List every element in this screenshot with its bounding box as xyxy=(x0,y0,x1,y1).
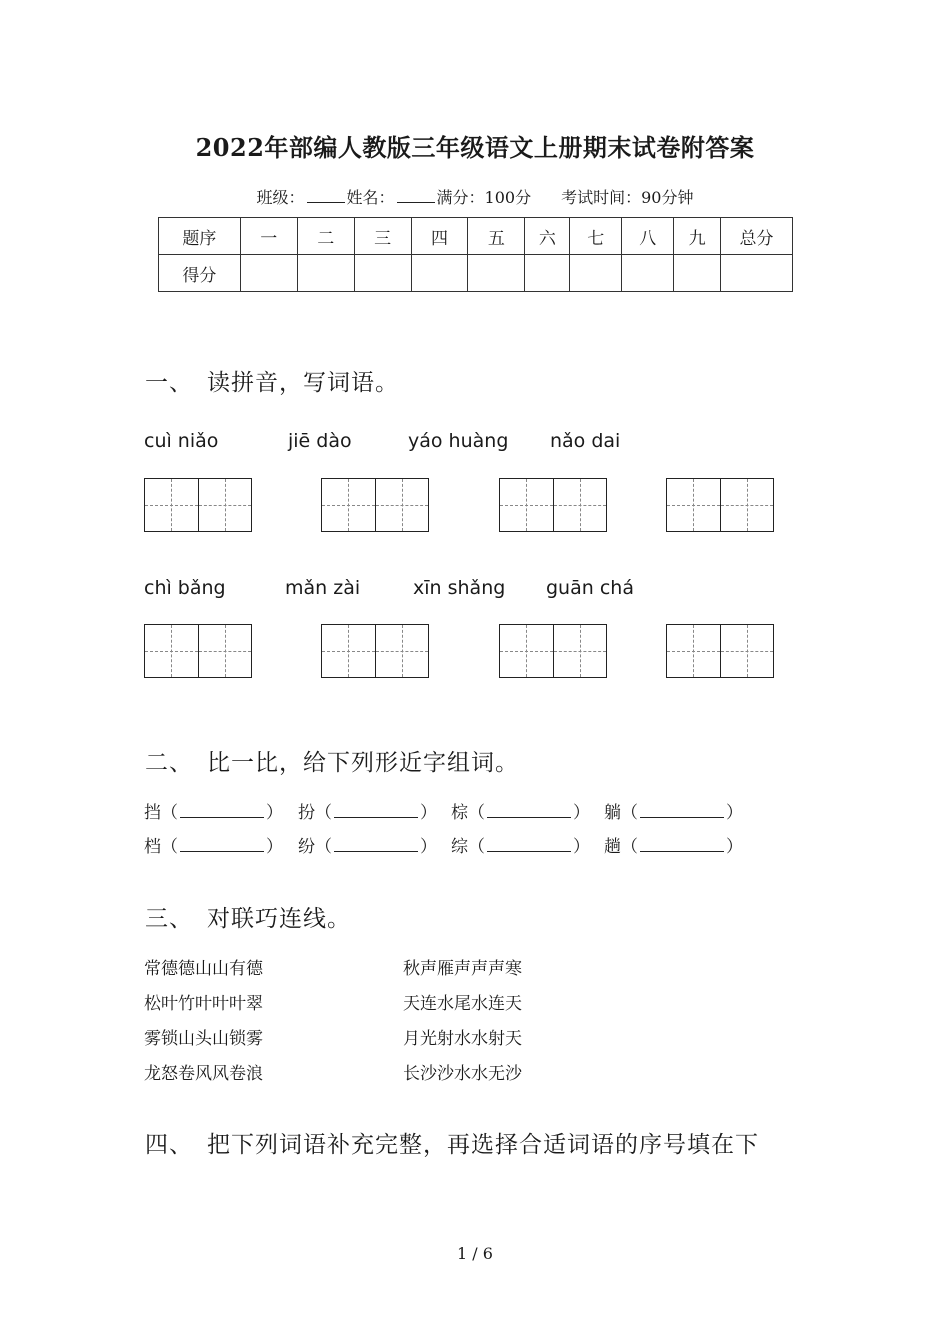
table-header: 四 xyxy=(411,218,468,255)
score-header-row xyxy=(159,218,793,255)
writing-grid[interactable] xyxy=(321,478,429,532)
pinyin: guān chá xyxy=(546,577,634,599)
score-cell[interactable] xyxy=(721,255,793,292)
answer-blank[interactable] xyxy=(334,837,418,852)
name-label: 姓名： xyxy=(346,188,395,207)
compare-item: 综（ ） xyxy=(451,837,590,857)
pinyin: jiē dào xyxy=(288,430,352,452)
compare-item: 挡（ ） xyxy=(144,803,283,823)
compare-item: 趟（ ） xyxy=(604,837,743,857)
section-1-heading: 一、 读拼音，写词语。 xyxy=(145,370,399,396)
section-3-heading: 三、 对联巧连线。 xyxy=(145,906,351,932)
compare-item: 扮（ ） xyxy=(298,803,437,823)
table-header: 题序 xyxy=(159,218,241,255)
exam-time: 考试时间：90分钟 xyxy=(561,188,694,207)
writing-grid[interactable] xyxy=(144,478,252,532)
score-cell[interactable] xyxy=(411,255,468,292)
table-header: 八 xyxy=(622,218,674,255)
pinyin: chì bǎng xyxy=(144,577,226,599)
couplet-right[interactable]: 月光射水水射天 xyxy=(403,1029,522,1049)
score-cell[interactable] xyxy=(240,255,297,292)
answer-blank[interactable] xyxy=(180,803,264,818)
answer-blank[interactable] xyxy=(487,803,571,818)
couplet-left[interactable]: 龙怒卷风风卷浪 xyxy=(144,1064,263,1084)
compare-item: 棕（ ） xyxy=(451,803,590,823)
section-2-heading: 二、 比一比，给下列形近字组词。 xyxy=(145,750,519,776)
pinyin: cuì niǎo xyxy=(144,430,219,452)
class-label: 班级： xyxy=(256,188,305,207)
score-cell[interactable] xyxy=(570,255,622,292)
table-header: 一 xyxy=(240,218,297,255)
table-header: 二 xyxy=(297,218,354,255)
writing-grid[interactable] xyxy=(666,624,774,678)
pinyin: xīn shǎng xyxy=(413,577,506,599)
score-row xyxy=(159,255,793,292)
compare-item: 档（ ） xyxy=(144,837,283,857)
table-header: 七 xyxy=(570,218,622,255)
compare-item: 纷（ ） xyxy=(298,837,437,857)
answer-blank[interactable] xyxy=(640,803,724,818)
score-cell[interactable] xyxy=(525,255,570,292)
score-cell[interactable] xyxy=(354,255,411,292)
writing-grid[interactable] xyxy=(321,624,429,678)
full-score: 满分：100分 xyxy=(436,188,532,207)
table-header: 九 xyxy=(674,218,721,255)
couplet-left[interactable]: 常德德山山有德 xyxy=(144,959,263,979)
score-cell[interactable] xyxy=(622,255,674,292)
writing-grid[interactable] xyxy=(499,624,607,678)
name-blank[interactable] xyxy=(397,188,435,203)
couplet-left[interactable]: 雾锁山头山锁雾 xyxy=(144,1029,263,1049)
table-header: 六 xyxy=(525,218,570,255)
writing-grid[interactable] xyxy=(499,478,607,532)
score-cell[interactable] xyxy=(297,255,354,292)
writing-grid[interactable] xyxy=(144,624,252,678)
couplet-right[interactable]: 长沙沙水水无沙 xyxy=(403,1064,522,1084)
class-blank[interactable] xyxy=(307,188,345,203)
pinyin: mǎn zài xyxy=(285,577,361,599)
score-cell[interactable] xyxy=(674,255,721,292)
score-row-label: 得分 xyxy=(159,255,241,292)
table-header: 总分 xyxy=(721,218,793,255)
section-4-heading: 四、 把下列词语补充完整，再选择合适词语的序号填在下 xyxy=(145,1132,759,1158)
answer-blank[interactable] xyxy=(640,837,724,852)
score-cell[interactable] xyxy=(468,255,525,292)
writing-grid[interactable] xyxy=(666,478,774,532)
exam-info xyxy=(0,185,950,208)
couplet-right[interactable]: 秋声雁声声声寒 xyxy=(403,959,522,979)
table-header: 五 xyxy=(468,218,525,255)
pinyin: nǎo dai xyxy=(550,430,621,452)
answer-blank[interactable] xyxy=(334,803,418,818)
pinyin: yáo huàng xyxy=(408,430,509,452)
couplet-right[interactable]: 天连水尾水连天 xyxy=(403,994,522,1014)
table-header: 三 xyxy=(354,218,411,255)
couplet-left[interactable]: 松叶竹叶叶叶翠 xyxy=(144,994,263,1014)
compare-item: 躺（ ） xyxy=(604,803,743,823)
answer-blank[interactable] xyxy=(180,837,264,852)
answer-blank[interactable] xyxy=(487,837,571,852)
page-number: 1 / 6 xyxy=(457,1244,493,1263)
score-table xyxy=(158,217,793,292)
page-title: 2022年部编人教版三年级语文上册期末试卷附答案 xyxy=(195,133,755,162)
